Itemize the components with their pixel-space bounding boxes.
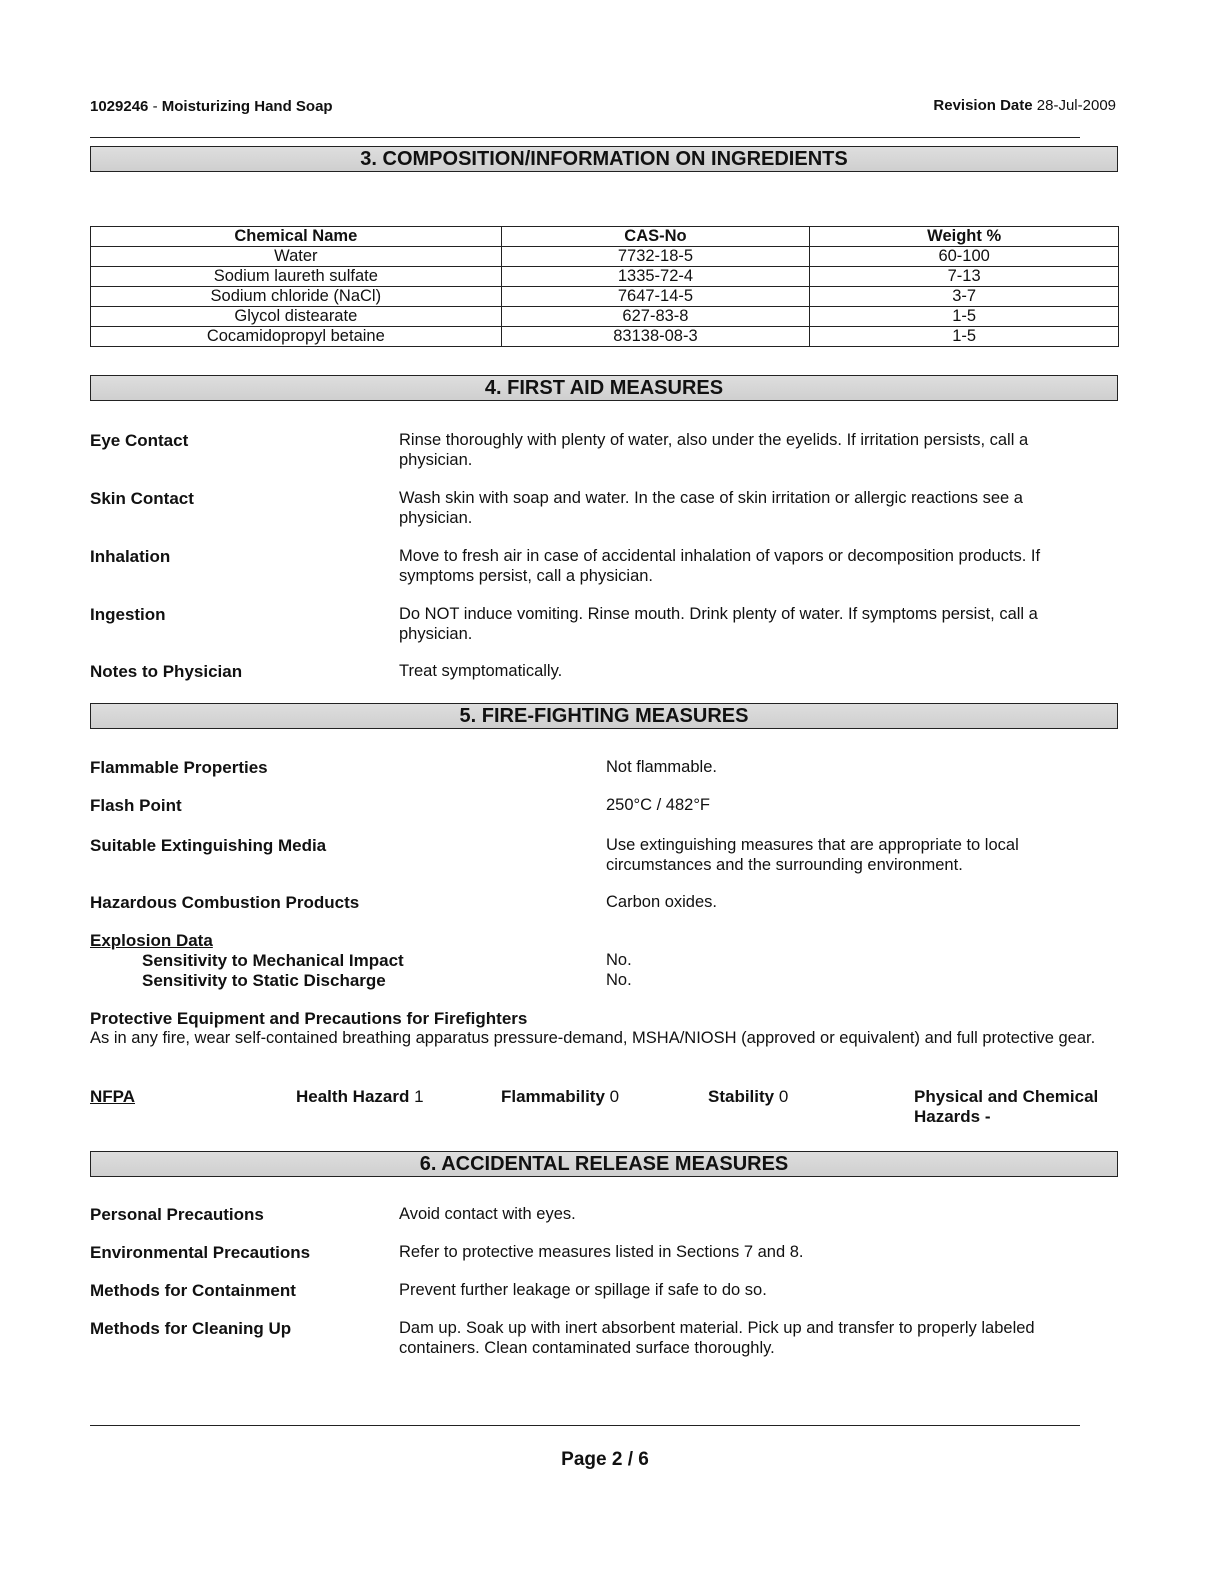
table-row [91, 307, 1119, 327]
first-aid-text: Rinse thoroughly with plenty of water, also under the eyelids. If irritation persists, call a physician. [399, 431, 1029, 469]
page-number [0, 1449, 1210, 1471]
page-value: 2 / 6 [611, 1449, 649, 1470]
fire-text: Use extinguishing measures that are appropriate to local circumstances and the surrounding environment. [606, 836, 1019, 874]
health-hazard-value: 1 [414, 1087, 424, 1106]
release-text: Refer to protective measures listed in Sections 7 and 8. [399, 1243, 804, 1261]
stability-value: 0 [778, 1087, 789, 1106]
cas-no-cell: 83138-08-3 [501, 327, 810, 347]
first-aid-text: Wash skin with soap and water. In the case of skin irritation or allergic reactions see a physician. [399, 489, 1023, 527]
weight-cell: 3-7 [810, 287, 1119, 307]
weight-cell: 1-5 [810, 307, 1119, 327]
table-row [91, 247, 1119, 267]
chemical-name-cell: Glycol distearate [91, 307, 502, 327]
first-aid-text: Do NOT induce vomiting. Rinse mouth. Drink plenty of water. If symptoms persist, call a physician. [399, 605, 1038, 643]
revision-value: 28-Jul-2009 [1036, 97, 1116, 114]
release-label: Methods for Cleaning Up [90, 1319, 292, 1338]
physical-chemical-hazards: Physical and Chemical Hazards - [914, 1087, 1099, 1126]
table-row [91, 267, 1119, 287]
fire-label: Suitable Extinguishing Media [90, 836, 327, 855]
section-3-header: 3. COMPOSITION/INFORMATION ON INGREDIENTS [90, 146, 1118, 172]
table-row [91, 287, 1119, 307]
nfpa-label: NFPA [90, 1087, 136, 1106]
chemical-name-cell: Sodium laureth sulfate [91, 267, 502, 287]
product-header [90, 98, 333, 115]
section-4-header: 4. FIRST AID MEASURES [90, 375, 1118, 401]
protective-equipment-label: Protective Equipment and Precautions for Firefighters [90, 1009, 528, 1028]
fire-text: 250°C / 482°F [606, 796, 711, 814]
first-aid-label: Skin Contact [90, 489, 194, 508]
footer-rule [90, 1425, 1080, 1426]
fire-text: Carbon oxides. [606, 893, 717, 911]
chemical-name-cell: Water [91, 247, 502, 267]
table-header-row [91, 227, 1119, 247]
weight-cell: 7-13 [810, 267, 1119, 287]
page-label: Page [561, 1449, 607, 1470]
revision-label: Revision Date [933, 97, 1033, 114]
release-label: Methods for Containment [90, 1281, 296, 1300]
column-header-cas-no: CAS-No [501, 227, 810, 247]
release-text: Prevent further leakage or spillage if safe to do so. [399, 1281, 767, 1299]
release-text: Avoid contact with eyes. [399, 1205, 576, 1223]
protective-equipment-text: As in any fire, wear self-contained breathing apparatus pressure-demand, MSHA/NIOSH (approved or equivalent) and full protective gear. [90, 1029, 1096, 1047]
static-discharge-value: No. [606, 971, 632, 989]
fire-label: Flash Point [90, 796, 182, 815]
product-id: 1029246 [90, 98, 149, 115]
mechanical-impact-value: No. [606, 951, 632, 969]
column-header-chemical-name: Chemical Name [91, 227, 502, 247]
first-aid-label: Ingestion [90, 605, 166, 624]
chemical-name-cell: Cocamidopropyl betaine [91, 327, 502, 347]
nfpa-stability [708, 1087, 788, 1107]
first-aid-text: Move to fresh air in case of accidental inhalation of vapors or decomposition products. If symptoms persist, call a physician. [399, 547, 1041, 585]
fire-text: Not flammable. [606, 758, 717, 776]
cas-no-cell: 1335-72-4 [501, 267, 810, 287]
cas-no-cell: 7732-18-5 [501, 247, 810, 267]
cas-no-cell: 627-83-8 [501, 307, 810, 327]
fire-label: Hazardous Combustion Products [90, 893, 360, 912]
product-separator: - [148, 98, 162, 115]
first-aid-label: Eye Contact [90, 431, 189, 450]
release-label: Personal Precautions [90, 1205, 264, 1224]
first-aid-text: Treat symptomatically. [399, 662, 563, 680]
product-name: Moisturizing Hand Soap [161, 98, 333, 115]
stability-label: Stability [708, 1087, 775, 1106]
cas-no-cell: 7647-14-5 [501, 287, 810, 307]
fire-label: Flammable Properties [90, 758, 268, 777]
flammability-label: Flammability [501, 1087, 605, 1106]
section-6-header: 6. ACCIDENTAL RELEASE MEASURES [90, 1151, 1118, 1177]
release-label: Environmental Precautions [90, 1243, 311, 1262]
weight-cell: 1-5 [810, 327, 1119, 347]
mechanical-impact-label: Sensitivity to Mechanical Impact [142, 951, 404, 970]
nfpa-health [296, 1087, 424, 1107]
nfpa-flammability [501, 1087, 619, 1107]
first-aid-label: Notes to Physician [90, 662, 243, 681]
revision-date [933, 97, 1116, 114]
release-text: Dam up. Soak up with inert absorbent material. Pick up and transfer to properly labeled containers. Clean contaminated surface thoroughly. [399, 1319, 1035, 1357]
health-hazard-label: Health Hazard [296, 1087, 410, 1106]
first-aid-label: Inhalation [90, 547, 171, 566]
section-5-header: 5. FIRE-FIGHTING MEASURES [90, 703, 1118, 729]
chemical-name-cell: Sodium chloride (NaCl) [91, 287, 502, 307]
flammability-value: 0 [609, 1087, 620, 1106]
header-rule [90, 137, 1080, 138]
ingredients-table [90, 226, 1119, 347]
column-header-weight: Weight % [810, 227, 1119, 247]
static-discharge-label: Sensitivity to Static Discharge [142, 971, 386, 990]
explosion-data-label: Explosion Data [90, 931, 213, 950]
table-row [91, 327, 1119, 347]
weight-cell: 60-100 [810, 247, 1119, 267]
